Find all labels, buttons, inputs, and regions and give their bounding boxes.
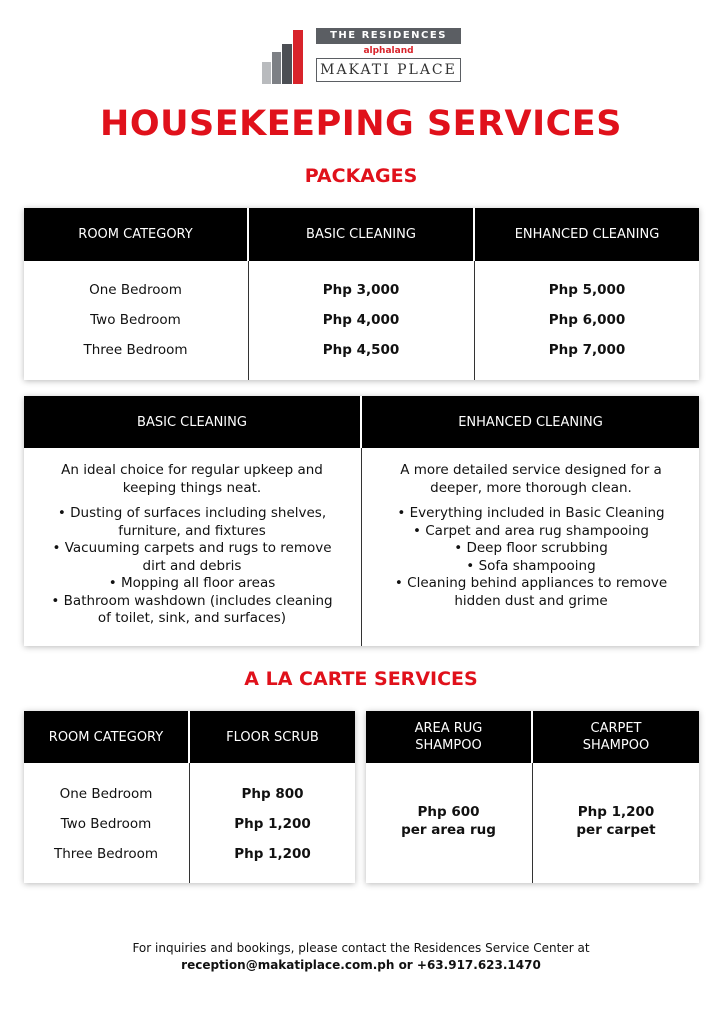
logo-residences-text: THE RESIDENCES <box>316 28 461 44</box>
enhanced-price-column <box>475 275 699 365</box>
logo-bar <box>272 52 281 84</box>
price-cell: Php 7,000 <box>548 342 626 358</box>
header-room-category: ROOM CATEGORY <box>24 711 188 763</box>
price-cell: Php 4,000 <box>322 312 400 328</box>
descriptions-table <box>24 396 699 646</box>
footer-line: For inquiries and bookings, please contact the Residences Service Center at <box>132 941 590 955</box>
header-enhanced-description: ENHANCED CLEANING <box>362 396 699 448</box>
alacarte-right-table <box>366 711 699 883</box>
header-basic-description: BASIC CLEANING <box>24 396 360 448</box>
logo-place-text: MAKATI PLACE <box>316 58 461 82</box>
list-item: • Cleaning behind appliances to remove hidden dust and grime <box>380 575 682 610</box>
carpet-price: Php 1,200 per carpet <box>576 804 656 838</box>
page-title: HOUSEKEEPING SERVICES <box>100 104 622 144</box>
room-cell: One Bedroom <box>59 786 153 802</box>
room-cell: Two Bedroom <box>90 312 181 328</box>
logo-brand-text: alphaland <box>363 46 414 56</box>
list-item: • Vacuuming carpets and rugs to remove dirt and debris <box>44 540 340 575</box>
enhanced-items <box>380 505 682 610</box>
price-cell: Php 4,500 <box>322 342 400 358</box>
logo-bar <box>262 62 271 84</box>
footer-contact <box>0 940 722 974</box>
header-enhanced-cleaning: ENHANCED CLEANING <box>475 208 699 261</box>
alacarte-left-table <box>24 711 355 883</box>
basic-description <box>44 462 340 628</box>
list-item: • Deep floor scrubbing <box>380 540 682 558</box>
column-divider <box>361 448 362 646</box>
packages-table <box>24 208 699 380</box>
basic-price-column <box>249 275 473 365</box>
header-room-category: ROOM CATEGORY <box>24 208 247 261</box>
header-area-rug-shampoo: AREA RUG SHAMPOO <box>366 711 531 763</box>
floor-scrub-column <box>190 779 355 869</box>
room-cell: Two Bedroom <box>60 816 152 832</box>
price-cell: Php 3,000 <box>322 282 400 298</box>
header-carpet-shampoo: CARPET SHAMPOO <box>533 711 699 763</box>
room-column <box>24 275 247 365</box>
enhanced-description <box>380 462 682 610</box>
price-cell: Php 6,000 <box>548 312 626 328</box>
room-column <box>24 779 188 869</box>
list-item: • Bathroom washdown (includes cleaning of toilet, sink, and surfaces) <box>44 593 340 628</box>
alacarte-title: A LA CARTE SERVICES <box>244 668 478 690</box>
price-cell: Php 5,000 <box>548 282 626 298</box>
packages-title: PACKAGES <box>304 165 418 187</box>
price-cell: Php 1,200 <box>234 816 311 832</box>
enhanced-intro: A more detailed service designed for a deeper, more thorough clean. <box>400 462 662 496</box>
area-rug-price: Php 600 per area rug <box>401 804 496 838</box>
logo <box>262 28 462 84</box>
logo-bar <box>293 30 303 84</box>
list-item: • Everything included in Basic Cleaning <box>380 505 682 523</box>
room-cell: Three Bedroom <box>53 846 159 862</box>
logo-bar <box>282 44 292 84</box>
header-floor-scrub: FLOOR SCRUB <box>190 711 355 763</box>
room-cell: One Bedroom <box>89 282 182 298</box>
basic-intro: An ideal choice for regular upkeep and keeping things neat. <box>61 462 323 496</box>
list-item: • Sofa shampooing <box>380 558 682 576</box>
basic-items <box>44 505 340 628</box>
price-cell: Php 1,200 <box>234 846 311 862</box>
room-cell: Three Bedroom <box>83 342 188 358</box>
list-item: • Carpet and area rug shampooing <box>380 523 682 541</box>
header-basic-cleaning: BASIC CLEANING <box>249 208 473 261</box>
footer-contact-line: reception@makatiplace.com.ph or +63.917.623.1470 <box>181 958 541 972</box>
list-item: • Dusting of surfaces including shelves, furniture, and fixtures <box>44 505 340 540</box>
price-cell: Php 800 <box>241 786 304 802</box>
list-item: • Mopping all floor areas <box>44 575 340 593</box>
